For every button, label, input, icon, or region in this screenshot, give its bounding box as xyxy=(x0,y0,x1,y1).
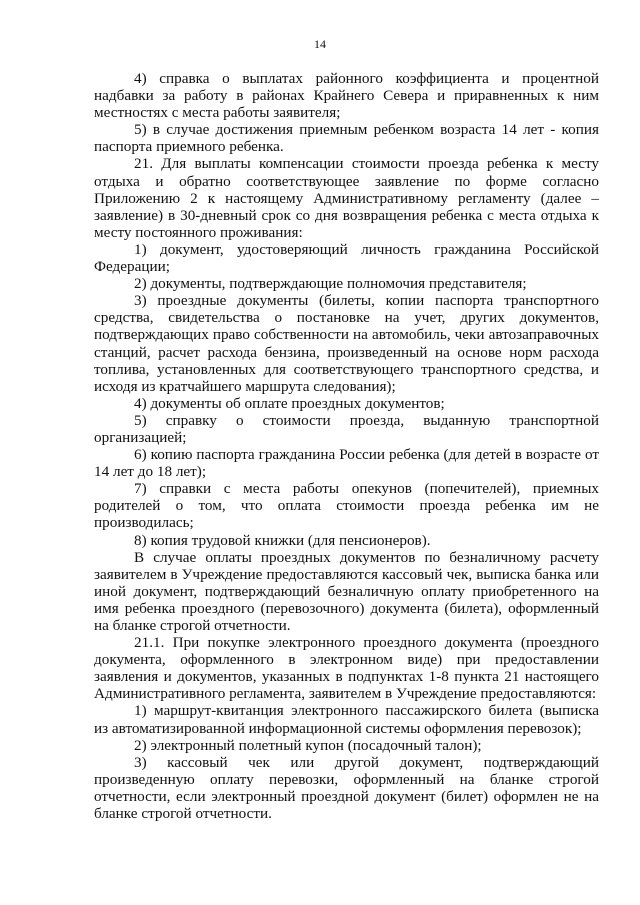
paragraph: 1) маршрут-квитанция электронного пассажирского билета (выписка из автоматизированной информационной системы оформления перевозок); xyxy=(94,702,599,737)
paragraph: 7) справки с места работы опекунов (попечителей), приемных родителей о том, что оплата стоимости проезда ребенка им не производилась; xyxy=(94,480,599,532)
paragraph: 1) документ, удостоверяющий личность гражданина Российской Федерации; xyxy=(94,240,599,276)
paragraph: 3) кассовый чек или другой документ, подтверждающий произведенную оплату перевозки, оформленный на бланке строгой отчетности, если электронный проездной документ (билет) оформлен не на бланке строгой отчетности. xyxy=(94,753,599,823)
paragraph: 5) справку о стоимости проезда, выданную транспортной организацией; xyxy=(94,411,599,446)
paragraph: 5) в случае достижения приемным ребенком возраста 14 лет - копия паспорта приемного ребенка. xyxy=(94,121,599,156)
paragraph: 3) проездные документы (билеты, копии паспорта транспортного средства, свидетельства о постановке на учет, других документов, подтверждающих право собственности на автомобиль, чеки автозаправочных станций, расчет расхода бензина, произведенный на основе норм расхода топлива, установленных для соответствующего транспортного средства, и исходя из кратчайшего маршрута следования); xyxy=(94,292,599,395)
paragraph: 4) документы об оплате проездных документов; xyxy=(134,394,445,412)
paragraph: 21. Для выплаты компенсации стоимости проезда ребенка к месту отдыха и обратно соответствующее заявление по форме согласно Приложению 2 к настоящему Административному регламенту (далее – заявление) в 30-дневный срок со дня возвращения ребенка с места отдыха к месту постоянного проживания: xyxy=(94,155,599,241)
paragraph: 4) справка о выплатах районного коэффициента и процентной надбавки за работу в районах Крайнего Севера и приравненных к ним местностях с места работы заявителя; xyxy=(94,70,599,122)
document-body xyxy=(94,70,599,822)
paragraph: В случае оплаты проездных документов по безналичному расчету заявителем в Учреждение предоставляются кассовый чек, выписка банка или иной документ, подтверждающий безналичную оплату приобретенного на имя ребенка проездного (перевозочного) документа (билета), оформленный на бланке строгой отчетности. xyxy=(94,548,599,634)
paragraph: 2) документы, подтверждающие полномочия представителя; xyxy=(134,275,527,293)
paragraph: 21.1. При покупке электронного проездного документа (проездного документа, оформленного в электронном виде) при предоставлении заявления и документов, указанных в подпунктах 1-8 пункта 21 настоящего Административного регламента, заявителем в Учреждение предоставляются: xyxy=(94,634,599,703)
paragraph: 2) электронный полетный купон (посадочный талон); xyxy=(134,736,482,754)
paragraph: 8) копия трудовой книжки (для пенсионеров). xyxy=(134,531,431,549)
paragraph: 6) копию паспорта гражданина России ребенка (для детей в возрасте от 14 лет до 18 лет); xyxy=(94,446,599,481)
page-number: 14 xyxy=(314,37,326,51)
